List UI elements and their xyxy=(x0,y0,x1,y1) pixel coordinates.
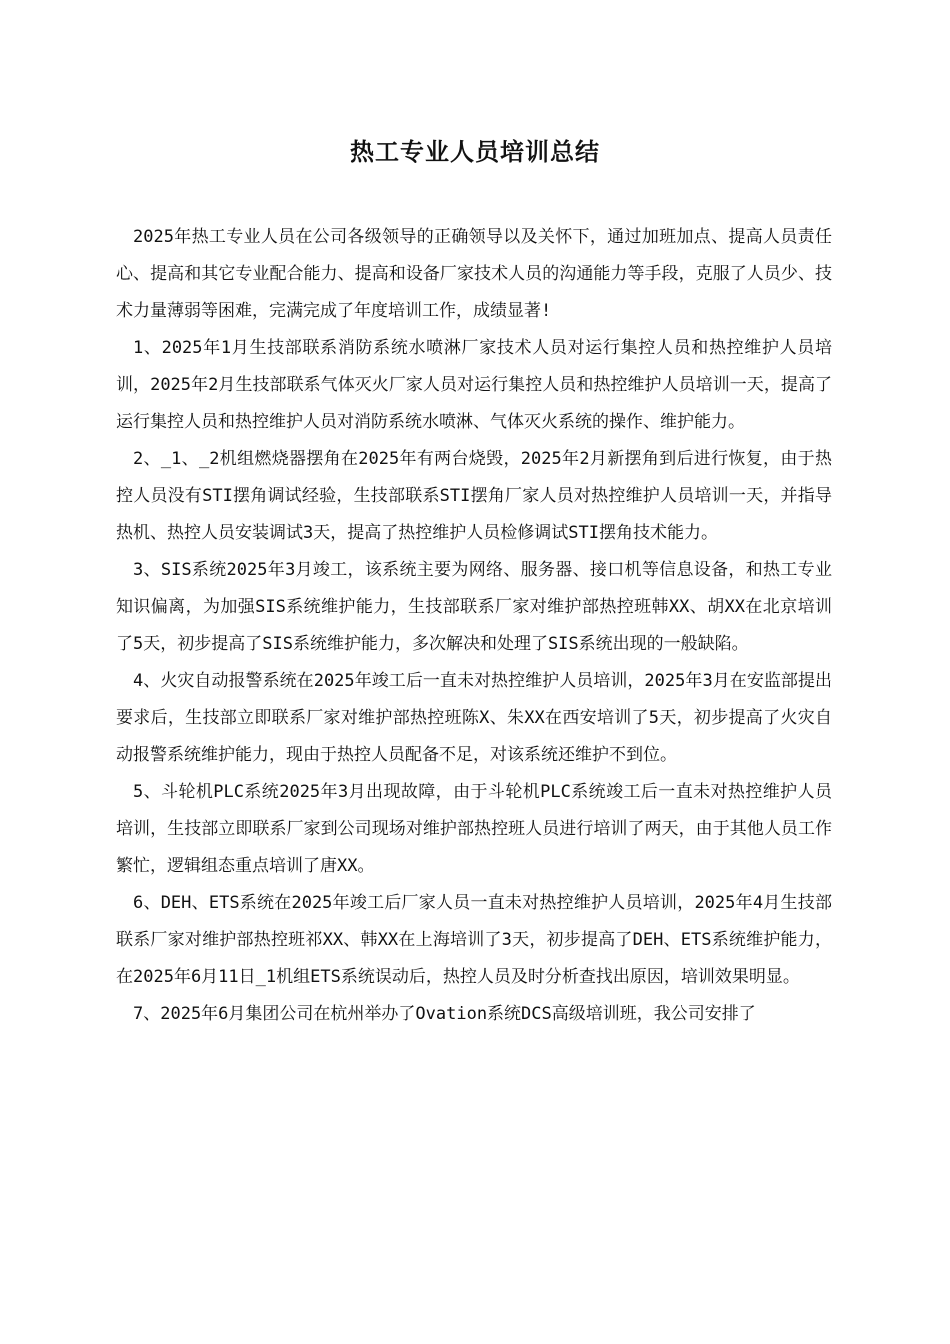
item-paragraph-2: 2、_1、_2机组燃烧器摆角在2025年有两台烧毁，2025年2月新摆角到后进行恢复，由于热控人员没有STI摆角调试经验，生技部联系STI摆角厂家人员对热控维护人员培训一天，并指导热机、热控人员安装调试3天，提高了热控维护人员检修调试STI摆角技术能力。 xyxy=(116,449,832,543)
item-paragraph-3: 3、SIS系统2025年3月竣工，该系统主要为网络、服务器、接口机等信息设备，和热工专业知识偏离，为加强SIS系统维护能力，生技部联系厂家对维护部热控班韩XX、胡XX在北京培训了5天，初步提高了SIS系统维护能力，多次解决和处理了SIS系统出现的一般缺陷。 xyxy=(116,560,832,654)
item-paragraph-6: 6、DEH、ETS系统在2025年竣工后厂家人员一直未对热控维护人员培训，2025年4月生技部联系厂家对维护部热控班祁XX、韩XX在上海培训了3天，初步提高了DEH、ETS系统维护能力，在2025年6月11日_1机组ETS系统误动后，热控人员及时分析查找出原因，培训效果明显。 xyxy=(116,893,832,987)
item-paragraph-1: 1、2025年1月生技部联系消防系统水喷淋厂家技术人员对运行集控人员和热控维护人员培训，2025年2月生技部联系气体灭火厂家人员对运行集控人员和热控维护人员培训一天，提高了运行集控人员和热控维护人员对消防系统水喷淋、气体灭火系统的操作、维护能力。 xyxy=(116,338,832,432)
document-title: 热工专业人员培训总结 xyxy=(350,138,600,166)
item-paragraph-4: 4、火灾自动报警系统在2025年竣工后一直未对热控维护人员培训，2025年3月在安监部提出要求后，生技部立即联系厂家对维护部热控班陈X、朱XX在西安培训了5天，初步提高了火灾自动报警系统维护能力，现由于热控人员配备不足，对该系统还维护不到位。 xyxy=(116,671,832,765)
intro-paragraph: 2025年热工专业人员在公司各级领导的正确领导以及关怀下，通过加班加点、提高人员责任心、提高和其它专业配合能力、提高和设备厂家技术人员的沟通能力等手段，克服了人员少、技术力量薄弱等困难，完满完成了年度培训工作，成绩显著! xyxy=(116,227,832,321)
item-paragraph-7: 7、2025年6月集团公司在杭州举办了Ovation系统DCS高级培训班，我公司安排了 xyxy=(133,1004,756,1024)
document-body xyxy=(116,219,832,1033)
item-paragraph-5: 5、斗轮机PLC系统2025年3月出现故障，由于斗轮机PLC系统竣工后一直未对热控维护人员培训，生技部立即联系厂家到公司现场对维护部热控班人员进行培训了两天，由于其他人员工作繁忙，逻辑组态重点培训了唐XX。 xyxy=(116,782,832,876)
